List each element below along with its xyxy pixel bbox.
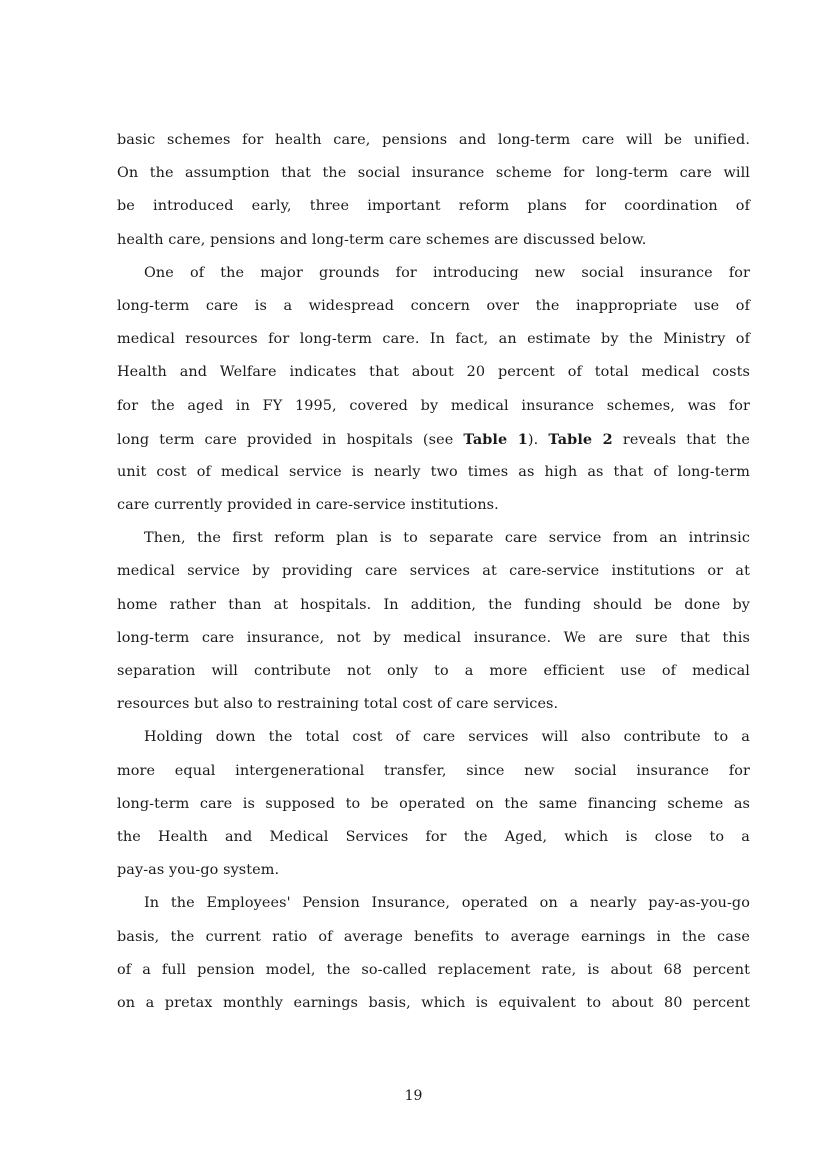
paragraph-1 [117,124,750,257]
text-line: care currently provided in care-service institutions. [117,497,499,514]
text-line: be introduced early, three important reform plans for coordination of [117,198,750,215]
text-line: basic schemes for health care, pensions and long-term care will be unified. [117,132,750,148]
text-segment: ). [527,431,549,448]
text-line: home rather than at hospitals. In addition, the funding should be done by [117,596,750,613]
text-line: for the aged in FY 1995, covered by medical insurance schemes, was for [117,397,750,414]
table-2-reference: Table 2 [548,430,613,448]
table-1-reference: Table 1 [463,430,528,448]
paragraph-5 [117,887,750,1020]
text-line: basis, the current ratio of average benefits to average earnings in the case [117,928,750,945]
paragraph-3 [117,522,750,721]
text-line: on a pretax monthly earnings basis, which is equivalent to about 80 percent [117,994,750,1011]
text-line: Then, the first reform plan is to separate care service from an intrinsic [144,530,750,547]
text-line: long-term care is supposed to be operated on the same financing scheme as [117,795,750,812]
paragraph-2 [117,257,750,523]
text-line: more equal intergenerational transfer, since new social insurance for [117,762,750,779]
text-line: medical service by providing care services at care-service institutions or at [117,563,750,580]
text-line: pay-as you-go system. [117,862,280,879]
text-line: long-term care is a widespread concern over the inappropriate use of [117,297,750,314]
text-segment: reveals that the [612,431,750,448]
text-line: In the Employees' Pension Insurance, operated on a nearly pay-as-you-go [144,895,750,912]
text-segment: long term care provided in hospitals (see [117,431,464,448]
text-line: separation will contribute not only to a more efficient use of medical [117,663,750,679]
page-number: 19 [404,1088,423,1104]
body-text [117,124,750,1020]
text-line: One of the major grounds for introducing new social insurance for [144,264,750,281]
text-line: Health and Welfare indicates that about 20 percent of total medical costs [117,364,750,381]
text-line: the Health and Medical Services for the Aged, which is close to a [117,828,750,845]
text-line: medical resources for long-term care. In fact, an estimate by the Ministry of [117,331,750,348]
text-line: On the assumption that the social insurance scheme for long-term care will [117,165,750,182]
text-line: of a full pension model, the so-called replacement rate, is about 68 percent [117,961,750,978]
text-line: resources but also to restraining total cost of care services. [117,696,559,713]
text-line: unit cost of medical service is nearly two times as high as that of long-term [117,463,750,480]
text-line: Holding down the total cost of care services will also contribute to a [144,729,750,746]
text-line: health care, pensions and long-term care schemes are discussed below. [117,231,647,248]
paragraph-4 [117,721,750,887]
text-line: long-term care insurance, not by medical insurance. We are sure that this [117,629,750,646]
text-line-with-table-refs [117,423,750,456]
